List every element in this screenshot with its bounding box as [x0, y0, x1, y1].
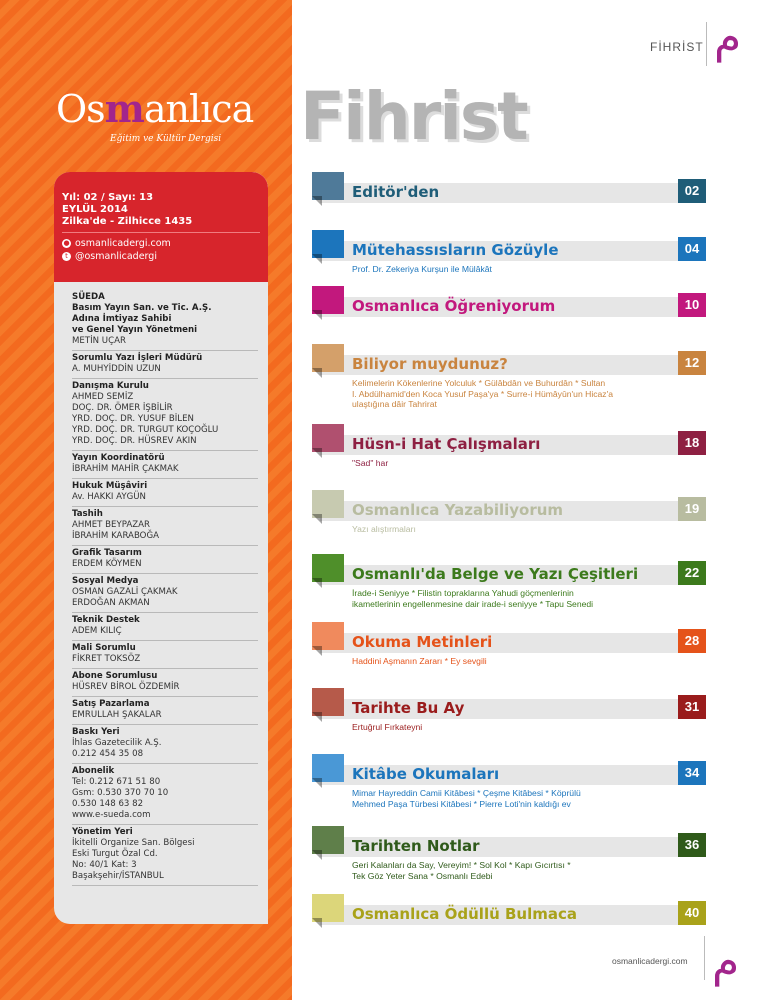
staff-role: Yönetim Yeri [72, 827, 133, 837]
magazine-logo [56, 86, 256, 146]
toc-subtitle-line: Geri Kalanları da Say, Vereyim! * Sol Kol * Kapı Gıcırtısı * [352, 860, 571, 870]
toc-title[interactable]: Osmanlıca Öğreniyorum [352, 297, 556, 315]
staff-role: Hukuk Müşâviri [72, 481, 148, 491]
masthead-box [54, 172, 268, 924]
staff-role: Baskı Yeri [72, 727, 120, 737]
staff-block [72, 546, 258, 574]
mim-logo-icon: م [714, 12, 742, 63]
toc-subtitle-line: İrade-i Seniyye * Filistin topraklarına Yahudi göçmenlerinin [352, 588, 574, 598]
toc-title[interactable]: Editör'den [352, 183, 440, 201]
toc-subtitle-line: Mimar Hayreddin Camii Kitâbesi * Çeşme Kitâbesi * Köprülü [352, 788, 581, 798]
toc-flag-icon [312, 554, 344, 588]
toc-title[interactable]: Osmanlıca Yazabiliyorum [352, 501, 564, 519]
staff-role: Sorumlu Yazı İşleri Müdürü [72, 353, 203, 363]
toc-flag-icon [312, 424, 344, 458]
staff-role: Danışma Kurulu [72, 381, 149, 391]
toc-subtitle-line: "Sad" har [352, 458, 389, 468]
footer-url[interactable]: osmanlicadergi.com [612, 956, 688, 966]
staff-block [72, 764, 258, 825]
staff-role: Abonelik [72, 766, 115, 776]
page-title: Fihrist [300, 78, 527, 155]
issue-info [54, 172, 268, 282]
staff-block [72, 351, 258, 379]
toc-page-number[interactable]: 19 [678, 497, 706, 521]
toc-flag-icon [312, 826, 344, 860]
toc-flag-icon [312, 894, 344, 928]
toc-flag-icon [312, 490, 344, 524]
toc-page-number[interactable]: 10 [678, 293, 706, 317]
toc-subtitle-line: ulaştığına dâir Tahrirat [352, 399, 437, 409]
staff-list [54, 282, 268, 886]
issue-hijri: Zilka'de - Zilhicce 1435 [62, 216, 193, 227]
toc-flag-icon [312, 688, 344, 722]
toc-subtitle [352, 524, 652, 535]
staff-block [72, 479, 258, 507]
footer-divider [704, 936, 705, 980]
toc-title[interactable]: Tarihten Notlar [352, 837, 480, 855]
toc-subtitle [352, 458, 652, 469]
staff-role: Sosyal Medya [72, 576, 139, 586]
toc-subtitle [352, 656, 652, 667]
staff-block [72, 641, 258, 669]
staff-block [72, 574, 258, 613]
toc-subtitle [352, 722, 652, 733]
toc-subtitle-line: Ertuğrul Fırkateyni [352, 722, 423, 732]
toc-page-number[interactable]: 22 [678, 561, 706, 585]
toc-subtitle-line: Mehmed Paşa Türbesi Kitâbesi * Pierre Loti'nin kaldığı ev [352, 798, 571, 809]
toc-subtitle [352, 860, 652, 881]
toc-page-number[interactable]: 12 [678, 351, 706, 375]
staff-block [72, 725, 258, 764]
toc-page-number[interactable]: 18 [678, 431, 706, 455]
toc-subtitle-line: Prof. Dr. Zekeriya Kurşun ile Mülâkât [352, 264, 492, 274]
staff-block [72, 507, 258, 546]
staff-names: FİKRET TOKSÖZ [72, 654, 141, 664]
staff-role: Tashih [72, 509, 103, 519]
toc-subtitle [352, 264, 652, 275]
toc-title[interactable]: Osmanlı'da Belge ve Yazı Çeşitleri [352, 565, 639, 583]
toc-page-number[interactable]: 02 [678, 179, 706, 203]
logo-part-2: anlıca [143, 87, 254, 131]
toc-page-number[interactable]: 40 [678, 901, 706, 925]
toc-page-number[interactable]: 28 [678, 629, 706, 653]
staff-names: A. MUHYİDDİN UZUN [72, 364, 161, 374]
toc-page-number[interactable]: 31 [678, 695, 706, 719]
staff-names: ADEM KILIÇ [72, 626, 122, 636]
staff-names: AHMET BEYPAZAR İBRAHİM KARABOĞA [72, 520, 159, 541]
toc-title[interactable]: Okuma Metinleri [352, 633, 493, 651]
toc-subtitle-line: Haddini Aşmanın Zararı * Ey sevgili [352, 656, 487, 666]
staff-block [72, 451, 258, 479]
staff-block [72, 379, 258, 451]
toc-flag-icon [312, 172, 344, 206]
staff-role: Teknik Destek [72, 615, 140, 625]
section-label: FİHRİST [650, 40, 704, 54]
staff-block [72, 825, 258, 886]
staff-role: Grafik Tasarım [72, 548, 142, 558]
staff-names: Tel: 0.212 671 51 80 Gsm: 0.530 370 70 10 0.530 148 63 82 www.e-sueda.com [72, 777, 169, 820]
toc-subtitle [352, 588, 652, 609]
toc-subtitle [352, 378, 652, 410]
toc-subtitle-line: ikametlerinin engellenmesine dair irade-i seniyye * Tapu Senedi [352, 598, 594, 609]
toc-title[interactable]: Biliyor muydunuz? [352, 355, 508, 373]
toc-page-number[interactable]: 36 [678, 833, 706, 857]
issue-month: EYLÜL 2014 [62, 204, 128, 215]
staff-role: Mali Sorumlu [72, 643, 136, 653]
twitter-icon: t [62, 252, 71, 261]
staff-names: HÜSREV BİROL ÖZDEMİR [72, 682, 180, 692]
staff-names: ERDEM KÖYMEN [72, 559, 142, 569]
staff-names: İhlas Gazetecilik A.Ş. 0.212 454 35 08 [72, 738, 162, 759]
toc-subtitle-line: I. Abdülhamid'den Koca Yusuf Paşa'ya * Surre-i Hümâyûn'un Hicaz'a [352, 388, 614, 399]
staff-block [72, 669, 258, 697]
toc-flag-icon [312, 344, 344, 378]
logo-part-m: m [104, 86, 144, 131]
toc-title[interactable]: Kitâbe Okumaları [352, 765, 500, 783]
toc-flag-icon [312, 622, 344, 656]
staff-names: EMRULLAH ŞAKALAR [72, 710, 162, 720]
globe-icon: ● [63, 239, 70, 247]
staff-role: Satış Pazarlama [72, 699, 150, 709]
staff-block [72, 290, 258, 351]
mim-footer-icon: م [712, 936, 740, 987]
staff-role: SÜEDA Basım Yayın San. ve Tic. A.Ş. Adına İmtiyaz Sahibi ve Genel Yayın Yönetmeni [72, 292, 212, 335]
staff-names: AHMED SEMİZ DOÇ. DR. ÖMER İŞBİLİR YRD. DOÇ. DR. YUSUF BİLEN YRD. DOÇ. DR. TURGUT KOÇOĞLU YRD. DOÇ. DR. HÜSREV AKIN [72, 392, 219, 446]
logo-tagline: Eğitim ve Kültür Dergisi [110, 134, 222, 144]
staff-names: İkitelli Organize San. Bölgesi Eski Turgut Özal Cd. No: 40/1 Kat: 3 Başakşehir/İSTANBUL [72, 838, 195, 881]
toc-title[interactable]: Hüsn-i Hat Çalışmaları [352, 435, 541, 453]
toc-flag-icon [312, 286, 344, 320]
toc-subtitle [352, 788, 652, 809]
staff-names: OSMAN GAZALİ ÇAKMAK ERDOĞAN AKMAN [72, 587, 178, 608]
staff-block [72, 697, 258, 725]
header-divider [706, 22, 707, 66]
website-link[interactable]: ● osmanlicadergi.com [63, 238, 171, 249]
twitter-link[interactable]: t @osmanlicadergi [62, 250, 260, 263]
staff-names: İBRAHİM MAHİR ÇAKMAK [72, 464, 179, 474]
staff-role: Yayın Koordinatörü [72, 453, 165, 463]
staff-names: METİN UÇAR [72, 336, 126, 346]
staff-names: Av. HAKKI AYGÜN [72, 492, 146, 502]
logo-part-1: Os [56, 87, 105, 131]
toc-title[interactable]: Mütehassısların Gözüyle [352, 241, 559, 259]
toc-page-number[interactable]: 04 [678, 237, 706, 261]
staff-role: Abone Sorumlusu [72, 671, 158, 681]
toc-subtitle-line: Yazı alıştırmaları [352, 524, 416, 534]
toc-subtitle-line: Tek Göz Yeter Sana * Osmanlı Edebi [352, 870, 493, 881]
toc-title[interactable]: Osmanlıca Ödüllü Bulmaca [352, 905, 577, 923]
issue-number: Yıl: 02 / Sayı: 13 [62, 192, 154, 203]
toc-flag-icon [312, 754, 344, 788]
toc-page-number[interactable]: 34 [678, 761, 706, 785]
toc-subtitle-line: Kelimelerin Kökenlerine Yolculuk * Gülâbdân ve Buhurdân * Sultan [352, 378, 606, 388]
toc-title[interactable]: Tarihte Bu Ay [352, 699, 465, 717]
toc-flag-icon [312, 230, 344, 264]
left-column [0, 0, 292, 1000]
staff-block [72, 613, 258, 641]
